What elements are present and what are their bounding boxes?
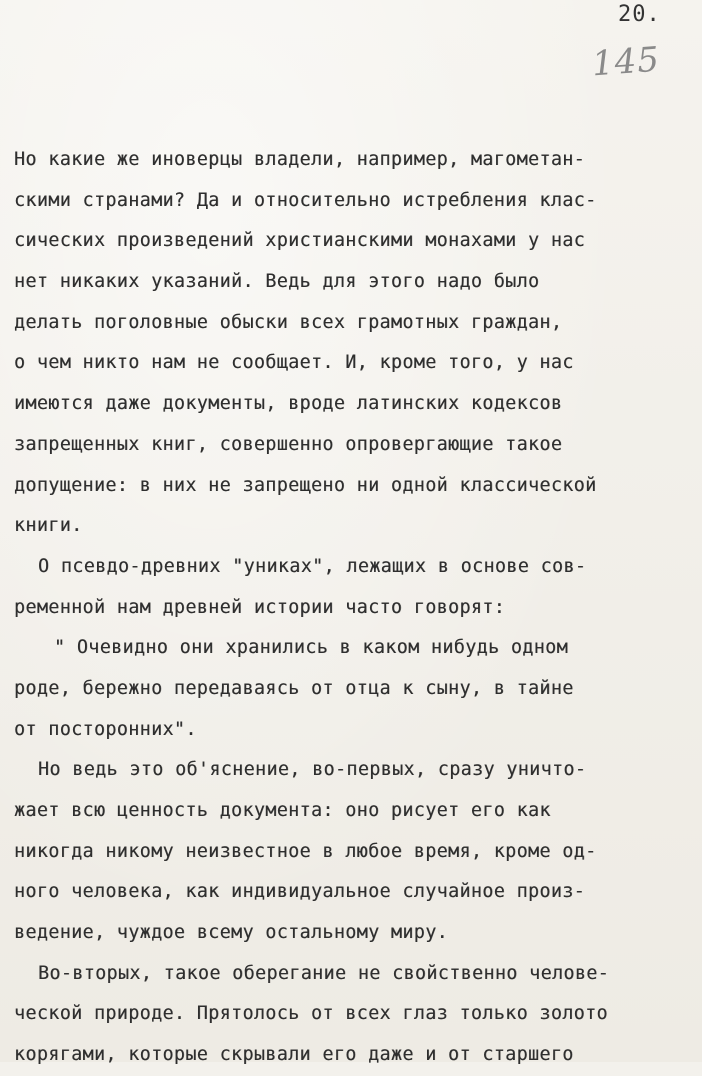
text-line: делать поголовные обыски всех грамотных граждан, <box>14 311 563 333</box>
text-line: ременной нам древней истории часто говорят: <box>14 596 506 618</box>
paragraph-first-line: Во-вторых, такое оберегание не свойственно челове- <box>38 962 610 984</box>
text-line: скими странами? Да и относительно истребления клас- <box>14 189 597 211</box>
text-line: сических произведений христианскими монахами у нас <box>14 230 586 252</box>
text-line: допущение: в них не запрещено ни одной классической <box>14 474 597 496</box>
quote-first-line: " Очевидно они хранились в каком нибудь одном <box>54 637 568 659</box>
text-line: никогда никому неизвестное в любое время, кроме од- <box>14 840 597 862</box>
text-line: книги. <box>14 515 83 537</box>
text-line: ческой природе. Прятолось от всех глаз только золото <box>14 1003 608 1025</box>
page-number: 20. <box>618 2 661 27</box>
text-line: нет никаких указаний. Ведь для этого надо было <box>14 271 540 293</box>
text-line: роде, бережно передаваясь от отца к сыну, в тайне <box>14 677 574 699</box>
text-line: Но какие же иноверцы владели, например, магометан- <box>14 149 586 170</box>
text-line: о чем никто нам не сообщает. И, кроме того, у нас <box>14 352 574 374</box>
text-line: жает всю ценность документа: оно рисует его как <box>14 800 551 821</box>
body-text <box>14 140 700 1076</box>
text-line: корягами, которые скрывали его даже и от старшего <box>14 1044 574 1066</box>
text-line: ведение, чуждое всему остальному миру. <box>14 922 449 944</box>
text-line: от посторонних". <box>14 718 197 740</box>
text-line: ного человека, как индивидуальное случайное произ- <box>14 881 586 903</box>
paragraph-first-line: О псевдо-древних "униках", лежащих в основе сов- <box>38 555 587 577</box>
text-line: имеются даже документы, вроде латинских кодексов <box>14 393 563 415</box>
text-line: запрещенных книг, совершенно опровергающие такое <box>14 433 563 455</box>
paragraph-first-line: Но ведь это об'яснение, во-первых, сразу уничто- <box>38 759 587 781</box>
archive-handwritten-number: 145 <box>590 39 662 85</box>
